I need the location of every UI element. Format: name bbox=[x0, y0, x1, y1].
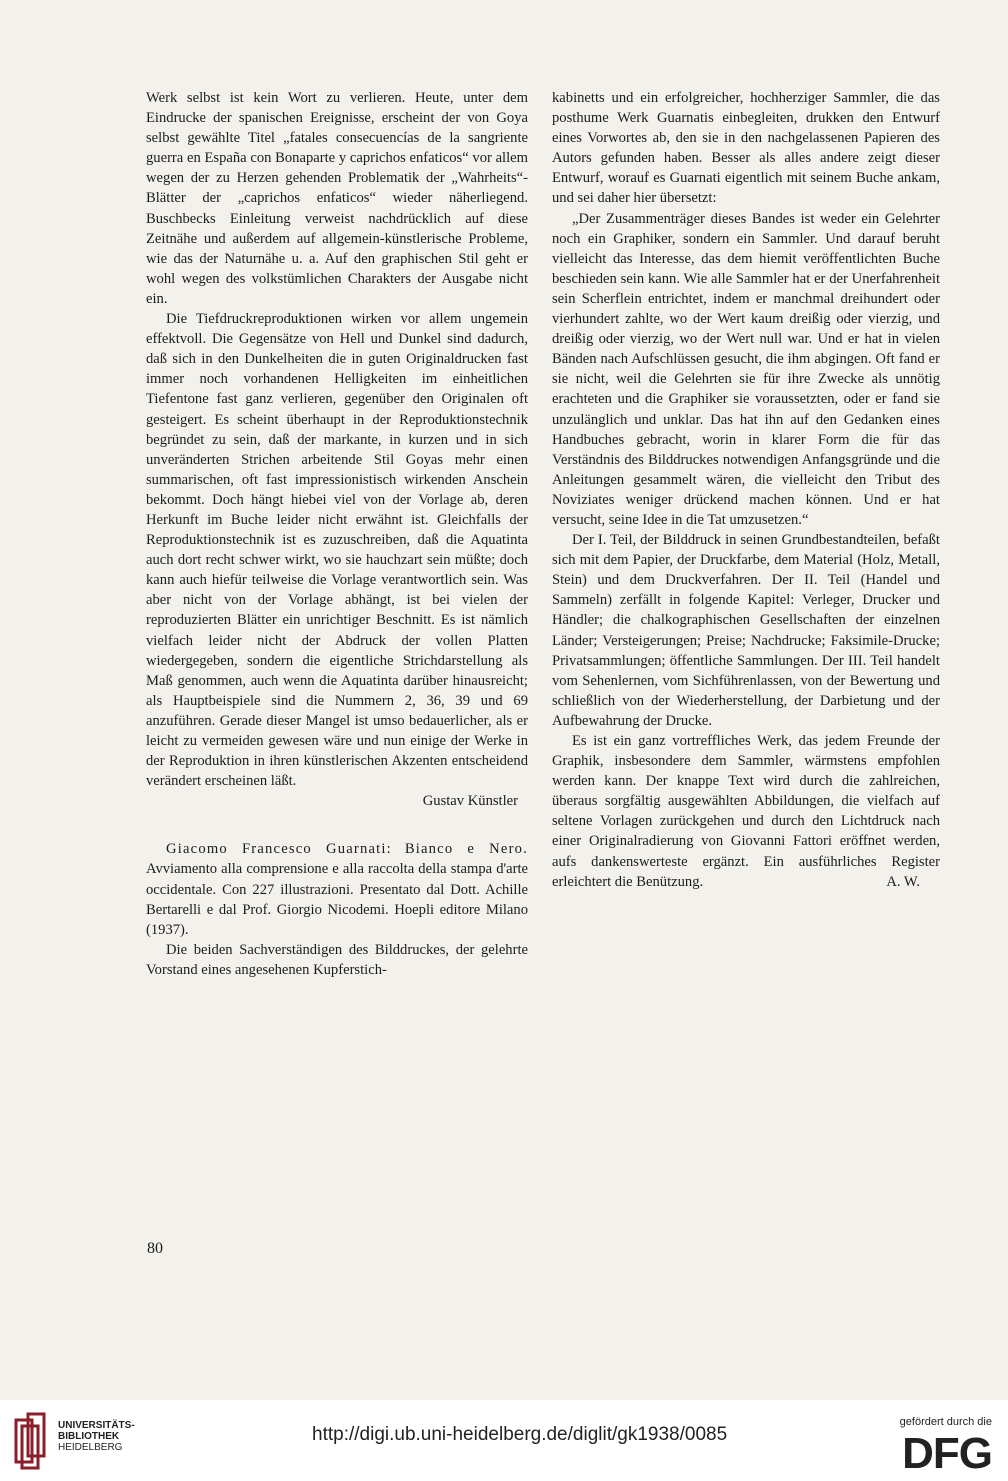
section-gap bbox=[146, 811, 528, 839]
library-name-line-2: BIBLIOTHEK bbox=[58, 1431, 120, 1442]
review-author: Giacomo Francesco Guarnati: bbox=[166, 841, 392, 858]
review-heading bbox=[146, 839, 528, 939]
library-name bbox=[58, 1420, 135, 1453]
right-paragraph-2: „Der Zusammenträger dieses Bandes ist weder ein Gelehrter noch ein Graphiker, sondern ein Sammler. Und darauf beruht vielleicht das Interesse, das dem hiemit veröffentlichten Buche beschieden sein kann. Wie alle Sammler hat er der Unerfahrenheit sein Scherflein entrichtet, indem er manchmal dreihundert oder vierhundert zahlte, wo der Wert kaum dreißig oder vierzig, und dreißig oder vierzig, wo der Wert null war. Und er hat in vielen Bänden nach Aufschlüssen gesucht, die ihm abgingen. Oft fand er sie nicht, weil die Gelehrten sie für ihre Zwecke als unnötig erachteten und die Graphiker sie voraussetzten, oder er fand sie unzulänglich und unklar. Das hat ihn auf den Gedanken eines Handbuches gebracht, worin in klarer Form die für das Verständnis des Bilddruckes notwendigen Anfangsgründe und die Anleitungen gesammelt wären, die vielleicht den Tribut des Noviziates weniger drückend machen können. Und er hat versucht, seine Idee in die Tat umzusetzen.“ bbox=[552, 210, 940, 528]
page-number: 80 bbox=[147, 1240, 163, 1257]
funding-note: gefördert durch die bbox=[899, 1416, 992, 1428]
permalink-url[interactable]: http://digi.ub.uni-heidelberg.de/diglit/gk1938/0085 bbox=[312, 1424, 728, 1445]
university-library-logo-icon bbox=[10, 1412, 60, 1470]
signature-gustav-kuenstler: Gustav Künstler bbox=[422, 793, 518, 810]
review-title: Bianco e Nero. bbox=[404, 841, 529, 858]
right-paragraph-3: Der I. Teil, der Bilddruck in seinen Grundbestandteilen, befaßt sich mit dem Papier, der Druckfarbe, dem Material (Holz, Metall, Stein) und dem Druckverfahren. Der II. Teil (Handel und Sammeln) zerfällt in folgende Kapitel: Verleger, Drucker und Händler; die chalkographischen Gesellschaften der einzelnen Länder; Versteigerungen; Preise; Nachdrucke; Faksimile-Drucke; Privatsammlungen; öffentliche Sammlungen. Der III. Teil handelt vom Sehenlernen, vom Sichführenlassen, von der Bewertung und schließlich von der Wiederherstellung, der Darbietung und der Aufbewahrung der Drucke. bbox=[552, 532, 940, 729]
right-paragraph-4-text: Es ist ein ganz vortreffliches Werk, das jedem Freunde der Graphik, insbesondere dem Sammler, wärmstens empfohlen werden kann. Der knappe Text wird durch die zahlreichen, überaus sorgfältig ausgewählten Abbildungen, die vielfach auf seltene Vorlagen zurückgehen und durch den Lichtdruck nach einer Originalradierung von Giovanni Fattori eröffnet werden, aufs dankenswerteste ergänzt. Ein ausführliches Register erleichtert die Benützung. bbox=[552, 733, 940, 890]
library-name-line-3: HEIDELBERG bbox=[58, 1442, 123, 1453]
signature-aw: A. W. bbox=[886, 873, 920, 890]
library-name-line-1: UNIVERSITÄTS- bbox=[58, 1420, 135, 1431]
review-bibliography: Avviamento alla comprensione e alla raccolta della stampa d'arte occidentale. Con 227 illustrazioni. Presentato dal Dott. Achille Bertarelli e dal Prof. Giorgio Nicodemi. Hoepli editore Milano (1937). bbox=[146, 861, 528, 938]
left-paragraph-1: Werk selbst ist kein Wort zu verlieren. Heute, unter dem Eindrucke der spanischen Ereignisse, erscheint der von Goya selbst gewählte Titel „fatales consecuencías de la sangriente guerra en España con Bonaparte y caprichos enfaticos“ vor allem wegen der zu Herzen gehenden Problematik der „Wahrheits“-Blätter der „caprichos enfaticos“ wieder näherliegend. Buschbecks Einleitung verweist nachdrücklich auf diese Zeitnähe und außerdem auf allgemein-künstlerische Probleme, wie das der Naturnähe u. a. Auf den graphischen Stil geht er wohl wegen des volkstümlichen Charakters der Ausgabe nicht ein. bbox=[146, 90, 528, 307]
left-paragraph-3: Die beiden Sachverständigen des Bilddruckes, der gelehrte Vorstand eines angesehenen Kupferstich- bbox=[146, 941, 528, 978]
footer-bar bbox=[0, 1400, 1008, 1481]
left-column bbox=[146, 88, 528, 980]
left-paragraph-2: Die Tiefdruckreproduktionen wirken vor allem ungemein effektvoll. Die Gegensätze von Hell und Dunkel sind dadurch, daß sich in den Dunkelheiten die in guten Originaldrucken fast immer noch vorhandenen Helligkeiten im einheitlichen Tiefentone fast ganz verlieren, gegenüber den Originalen oft gesteigert. Es scheint überhaupt in der Reproduktionstechnik begründet zu sein, daß der markante, in kurzen und in sich unveränderten Strichen arbeitende Stil Goyas mehr einen summarischen, oft fast impressionistisch wirkenden Anschein bekommt. Doch hängt hiebei viel von der Vorlage ab, deren Herkunft im Buche leider nicht erwähnt ist. Gleichfalls der Reproduktionstechnik ist es zuzuschreiben, daß die Aquatinta auch dort recht schwer wirkt, wo sie hauchzart sein müßte; doch kann auch hiefür teilweise die Vorlage verantwortlich sein. Was aber nicht von der Vorlage abhängt, ist bei vielen der reproduzierten Blätter ein unrichtiger Beschnitt. Es ist nämlich vielfach leider nicht der Abdruck der vollen Platten wiedergegeben, sondern die eigentliche Strichdarstellung als Maß genommen, auch wenn die Aquatinta darüber hinausreicht; als Hauptbeispiele sind die Nummern 2, 36, 39 und 69 anzuführen. Gerade dieser Mangel ist umso bedauerlicher, als er leicht zu vermeiden gewesen wäre und nun einige der Werke in der Reproduktion in ihren künstlerischen Akzenten entscheidend verändert erscheinen läßt. bbox=[146, 311, 528, 790]
right-paragraph-1: kabinetts und ein erfolgreicher, hochherziger Sammler, die das posthume Werk Guarnatis einbegleiten, drukken den Entwurf eines Vorwortes ab, den sie in den nachgelassenen Papieren des Autors gefunden haben. Besser als alles andere zeigt dieser Entwurf, worauf es Guarnati eigentlich mit seinem Buche ankam, und sei daher hier übersetzt: bbox=[552, 90, 940, 207]
dfg-logo: DFG bbox=[902, 1429, 992, 1478]
right-column bbox=[552, 88, 940, 892]
right-paragraph-4 bbox=[552, 731, 940, 892]
